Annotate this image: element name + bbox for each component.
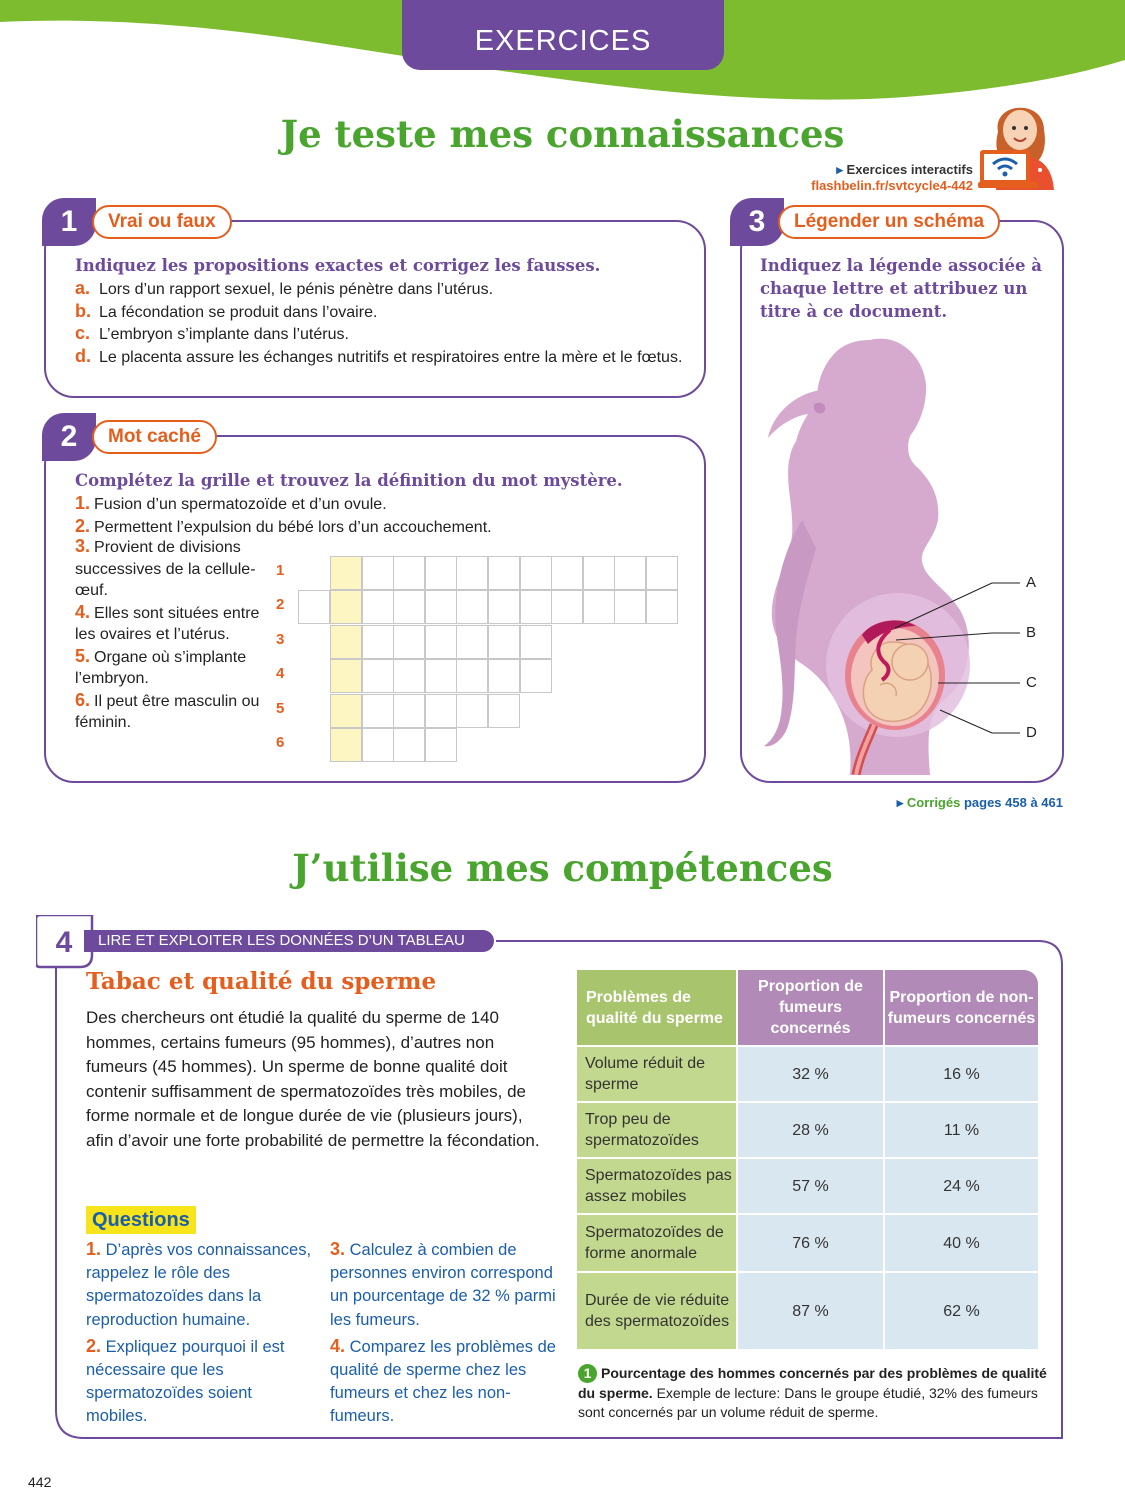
table-header-cell: Problèmes de qualité du sperme	[577, 970, 736, 1045]
crossword-cell[interactable]	[330, 694, 362, 728]
question-item: 1. D’après vos connaissances, rappelez le rôle des spermatozoïdes dans la reproduction humaine.	[86, 1239, 312, 1329]
crossword-cell[interactable]	[298, 590, 330, 624]
crossword-cell[interactable]	[362, 694, 394, 728]
table-cell: 57 %	[738, 1159, 883, 1213]
table-cell: 40 %	[885, 1215, 1038, 1271]
table-cell: 87 %	[738, 1273, 883, 1349]
crossword-cell[interactable]	[520, 625, 552, 659]
table-cell: 32 %	[738, 1047, 883, 1101]
interactive-exercises-link[interactable]	[811, 162, 973, 194]
crossword-cell[interactable]	[520, 659, 552, 693]
crossword-cell[interactable]	[362, 659, 394, 693]
table-row-label: Trop peu de spermatozoïdes	[577, 1103, 736, 1157]
crossword-cell[interactable]	[362, 590, 394, 624]
exercise-2-number: 2	[42, 413, 96, 461]
crossword-cell[interactable]	[456, 625, 488, 659]
exercise-1-label: Vrai ou faux	[92, 205, 232, 239]
table-row-label: Spermatozoïdes de forme anormale	[577, 1215, 736, 1271]
crossword-cell[interactable]	[520, 556, 552, 590]
grid-row-number: 2	[276, 596, 285, 613]
crossword-cell[interactable]	[614, 556, 646, 590]
diagram-letter-c: C	[1026, 674, 1037, 691]
exercise-4-header: LIRE ET EXPLOITER LES DONNÉES D’UN TABLEAU	[84, 930, 494, 952]
question-item: 4. Comparez les problèmes de qualité de sperme chez les fumeurs et chez les non-fumeurs.	[330, 1335, 556, 1426]
crossword-cell[interactable]	[551, 556, 583, 590]
crossword-cell[interactable]	[551, 590, 583, 624]
page-number: 442	[28, 1474, 52, 1490]
table-cell: 11 %	[885, 1103, 1038, 1157]
table-row-label: Spermatozoïdes pas assez mobiles	[577, 1159, 736, 1213]
question-item: 3. Calculez à combien de personnes environ correspond un pourcentage de 32 % parmi les fumeurs.	[330, 1239, 556, 1329]
section-title-connaissances: Je teste mes connaissances	[280, 112, 845, 156]
crossword-cell[interactable]	[583, 590, 615, 624]
legend-bold: Pourcentage des hommes concernés par des problèmes de qualité du sperme.	[578, 1365, 1047, 1401]
crossword-cell[interactable]	[425, 659, 457, 693]
diagram-letter-b: B	[1026, 624, 1037, 641]
corriges-link[interactable]	[897, 795, 1063, 811]
exercise-1-items	[75, 278, 685, 368]
crossword-cell[interactable]	[425, 556, 457, 590]
interactive-label: ▸ Exercices interactifs	[811, 162, 973, 178]
crossword-cell[interactable]	[393, 625, 425, 659]
diagram-letter-a: A	[1026, 574, 1037, 591]
crossword-cell[interactable]	[330, 556, 362, 590]
exercise-4-title: Tabac et qualité du sperme	[86, 968, 437, 995]
crossword-cell[interactable]	[488, 694, 520, 728]
crossword-cell[interactable]	[330, 659, 362, 693]
crossword-cell[interactable]	[520, 590, 552, 624]
crossword-cell[interactable]	[456, 659, 488, 693]
exercise-1-instruction: Indiquez les propositions exactes et corrigez les fausses.	[75, 256, 601, 275]
crossword-cell[interactable]	[488, 625, 520, 659]
crossword-cell[interactable]	[456, 694, 488, 728]
list-item: 1. Fusion d’un spermatozoïde et d’un ovule.	[75, 493, 387, 513]
grid-row-number: 4	[276, 665, 285, 682]
crossword-cell[interactable]	[393, 694, 425, 728]
student-mascot-illustration	[978, 92, 1068, 192]
questions-title: Questions	[86, 1206, 196, 1234]
corriges-pages: pages 458 à 461	[963, 795, 1063, 810]
exercise-2-instruction: Complétez la grille et trouvez la définition du mot mystère.	[75, 471, 623, 490]
list-item: 4. Elles sont situées entre les ovaires et l’utérus.	[75, 601, 260, 643]
table-cell: 62 %	[885, 1273, 1038, 1349]
exercices-tab: EXERCICES	[402, 0, 724, 70]
crossword-cell[interactable]	[362, 728, 394, 762]
crossword-cell[interactable]	[330, 728, 362, 762]
exercise-3-label: Légender un schéma	[778, 205, 1000, 239]
list-item: 6. Il peut être masculin ou féminin.	[75, 689, 260, 731]
crossword-cell[interactable]	[393, 556, 425, 590]
list-item: 5. Organe où s’implante l’embryon.	[75, 645, 247, 687]
crossword-cell[interactable]	[330, 625, 362, 659]
interactive-url[interactable]: flashbelin.fr/svtcycle4-442	[811, 178, 973, 193]
grid-row-number: 6	[276, 734, 285, 751]
table-header-cell: Proportion de fumeurs concernés	[738, 970, 883, 1045]
exercise-3-instruction: Indiquez la légende associée à chaque lettre et attribuez un titre à ce document.	[760, 256, 1042, 321]
questions-column-2	[330, 1238, 558, 1432]
table-cell: 24 %	[885, 1159, 1038, 1213]
crossword-cell[interactable]	[330, 590, 362, 624]
table-row-label: Volume réduit de sperme	[577, 1047, 736, 1101]
crossword-cell[interactable]	[488, 659, 520, 693]
list-item: 2. Permettent l’expulsion du bébé lors d’un accouchement.	[75, 515, 492, 536]
table-legend	[578, 1364, 1048, 1423]
crossword-cell[interactable]	[614, 590, 646, 624]
crossword-cell[interactable]	[456, 556, 488, 590]
crossword-cell[interactable]	[362, 625, 394, 659]
grid-row-number: 1	[276, 562, 285, 579]
crossword-cell[interactable]	[425, 625, 457, 659]
crossword-cell[interactable]	[393, 590, 425, 624]
crossword-cell[interactable]	[456, 590, 488, 624]
crossword-cell[interactable]	[488, 590, 520, 624]
exercise-2-label: Mot caché	[92, 420, 217, 454]
exercise-4-text: Des chercheurs ont étudié la qualité du sperme de 140 hommes, certains fumeurs (95 hommes), d’autres non fumeurs (45 hommes). Un sperme de bonne qualité doit contenir suffisamment de spermatozoïdes très mobiles, de forme normale et de longue durée de vie (plusieurs jours), afin d’avoir une forte probabilité de permettre la fécondation.	[86, 1008, 540, 1150]
crossword-cell[interactable]	[393, 659, 425, 693]
legend-number-badge: 1	[578, 1364, 597, 1383]
legend-text: Exemple de lecture: Dans le groupe étudié, 32% des fumeurs sont concernés par un volume réduit de sperme.	[578, 1384, 1038, 1420]
crossword-cell[interactable]	[488, 556, 520, 590]
list-item: d. Le placenta assure les échanges nutritifs et respiratoires entre la mère et le fœtus.	[75, 345, 683, 366]
crossword-cell[interactable]	[646, 556, 678, 590]
crossword-cell[interactable]	[425, 590, 457, 624]
pregnant-woman-diagram	[750, 330, 1050, 775]
crossword-cell[interactable]	[393, 728, 425, 762]
table-header-cell: Proportion de non-fumeurs concernés	[885, 970, 1038, 1045]
exercise-2-clues-side	[75, 536, 265, 734]
crossword-cell[interactable]	[425, 694, 457, 728]
grid-row-number: 5	[276, 700, 285, 717]
list-item: a. Lors d’un rapport sexuel, le pénis pénètre dans l’utérus.	[75, 278, 494, 298]
table-cell: 76 %	[738, 1215, 883, 1271]
crossword-cell[interactable]	[425, 728, 457, 762]
crossword-cell[interactable]	[583, 556, 615, 590]
exercise-4-number: 4	[55, 926, 73, 959]
list-item: c. L’embryon s’implante dans l’utérus.	[75, 323, 349, 343]
corriges-label: ▸ Corrigés	[897, 795, 961, 810]
section-title-competences: J’utilise mes compétences	[292, 846, 833, 890]
list-item: b. La fécondation se produit dans l’ovaire.	[75, 300, 378, 321]
table-cell: 28 %	[738, 1103, 883, 1157]
list-item: 3. Provient de divisions successives de la cellule-œuf.	[75, 536, 256, 599]
crossword-cell[interactable]	[362, 556, 394, 590]
questions-column-1	[86, 1238, 318, 1432]
question-item: 2. Expliquez pourquoi il est nécessaire que les spermatozoïdes soient mobiles.	[86, 1335, 285, 1426]
exercise-3-number: 3	[730, 198, 784, 246]
exercise-2-clues-full	[75, 493, 695, 538]
table-row-label: Durée de vie réduite des spermatozoïdes	[577, 1273, 736, 1349]
table-cell: 16 %	[885, 1047, 1038, 1101]
grid-row-number: 3	[276, 631, 285, 648]
diagram-letter-d: D	[1026, 724, 1037, 741]
crossword-cell[interactable]	[646, 590, 678, 624]
exercise-1-number: 1	[42, 198, 96, 246]
